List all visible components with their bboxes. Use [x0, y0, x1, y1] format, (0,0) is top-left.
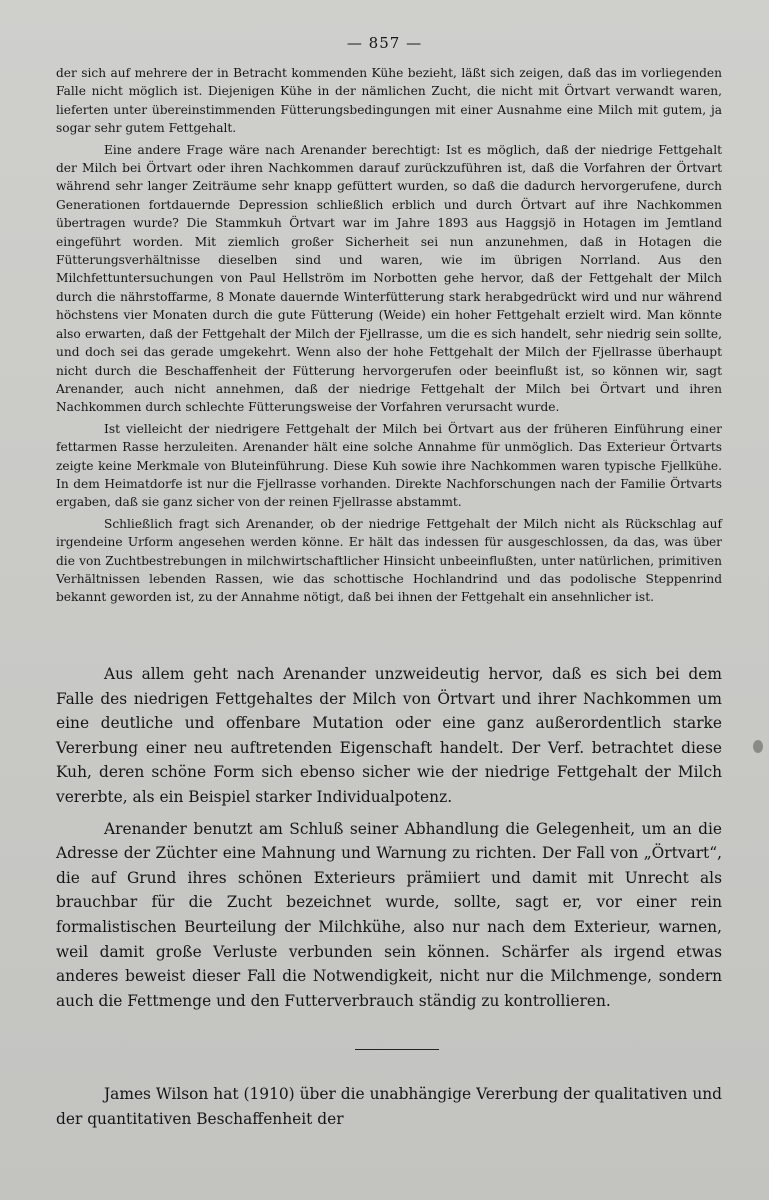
paragraph-1: der sich auf mehrere der in Betracht kommenden Kühe bezieht, läßt sich zeigen, daß das im vorliegenden Falle nicht möglich ist. Diejenigen Kühe in der nämlichen Zucht, die nicht mit Örtvart verwandt waren, lieferten unter übereinstimmenden Fütterungsbedingungen mit einer Ausnahme eine Milch mit gutem, ja sogar sehr gutem Fettgehalt.: [56, 66, 722, 136]
paragraph-5: Aus allem geht nach Arenander unzweideutig hervor, daß es sich bei dem Falle des niedrigen Fettgehaltes der Milch von Örtvart und ihrer Nachkommen um eine deutliche und offenbare Mutation oder eine ganz außerordentlich starke Vererbung einer neu auftretenden Eigenschaft handelt. Der Verf. betrachtet diese Kuh, deren schöne Form sich ebenso sicher wie der niedrige Fettgehalt der Milch vererbte, als ein Beispiel starker Individualpotenz.: [56, 665, 722, 806]
paragraph-4: Schließlich fragt sich Arenander, ob der niedrige Fettgehalt der Milch nicht als Rückschlag auf irgendeine Urform angesehen werden könne. Er hält das indessen für ausgeschlossen, da das, was über die von Zuchtbestrebungen in milchwirtschaftlicher Hinsicht unbeeinflußten, unter natürlichen, primitiven Verhältnissen lebenden Rassen, wie das schottische Hochlandrind und das podolische Steppenrind bekannt geworden ist, zu der Annahme nötigt, daß bei ihnen der Fettgehalt ein ansehnlicher ist.: [56, 516, 722, 605]
section-divider: [355, 1049, 439, 1050]
paragraph-7: James Wilson hat (1910) über die unabhängige Vererbung der qualitativen und der quantitativen Beschaffenheit der: [56, 1085, 722, 1128]
paragraph-3: Ist vielleicht der niedrigere Fettgehalt der Milch bei Örtvart aus der früheren Einführung einer fettarmen Rasse herzuleiten. Arenander hält eine solche Annahme für unmöglich. Das Exterieur Örtvarts zeigte keine Merkmale von Bluteinführung. Diese Kuh sowie ihre Nachkommen waren typische Fjellkühe. In dem Heimatdorfe ist nur die Fjellrasse vorhanden. Direkte Nachforschungen nach der Familie Örtvarts ergaben, daß sie ganz sicher von der reinen Fjellrasse abstammt.: [56, 421, 722, 510]
page-number: — 857 —: [346, 34, 423, 52]
page-mark: [753, 740, 763, 753]
large-print-section: [56, 662, 722, 1013]
paragraph-6: Arenander benutzt am Schluß seiner Abhandlung die Gelegenheit, um an die Adresse der Züchter eine Mahnung und Warnung zu richten. Der Fall von „Örtvart“, die auf Grund ihres schönen Exterieurs prämiiert und damit mit Unrecht als brauchbar für die Zucht bezeichnet wurde, sollte, sagt er, vor einer rein formalistischen Beurteilung der Milchkühe, also nur nach dem Exterieur, warnen, weil damit große Verluste verbunden sein können. Schärfer als irgend etwas anderes beweist dieser Fall die Notwendigkeit, nicht nur die Milchmenge, sondern auch die Fettmenge und den Futterverbrauch ständig zu kontrollieren.: [56, 819, 722, 1010]
small-print-section: [56, 64, 722, 610]
next-section: [56, 1082, 722, 1131]
paragraph-2: Eine andere Frage wäre nach Arenander berechtigt: Ist es möglich, daß der niedrige Fettgehalt der Milch bei Örtvart oder ihren Nachkommen darauf zurückzuführen ist, daß die Vorfahren der Örtvart während sehr langer Zeiträume sehr knapp gefüttert wurden, so daß die dadurch hervorgerufene, durch Generationen fortdauernde Depression schließlich erblich und durch Örtvart auf ihre Nachkommen übertragen wurde? Die Stammkuh Örtvart war im Jahre 1893 aus Haggsjö in Hotagen im Jemtland eingeführt worden. Mit ziemlich großer Sicherheit sei nun anzunehmen, daß in Hotagen die Fütterungsverhältnisse dieselben sind und waren, wie im übrigen Norrland. Aus den Milchfettuntersuchungen von Paul Hellström im Norbotten gehe hervor, daß der Fettgehalt der Milch durch die nährstoffarme, 8 Monate dauernde Winterfütterung stark herabgedrückt wird und nur während höchstens vier Monaten durch die gute Fütterung (Weide) ein hoher Fettgehalt erzielt wird. Man könnte also erwarten, daß der Fettgehalt der Milch der Fjellrasse, um die es sich handelt, sehr niedrig sein sollte, und doch sei das gerade umgekehrt. Wenn also der hohe Fettgehalt der Milch der Fjellrasse überhaupt nicht durch die Beschaffenheit der Fütterung hervorgerufen oder beeinflußt ist, so können wir, sagt Arenander, auch nicht annehmen, daß der niedrige Fettgehalt der Milch bei Örtvart und ihren Nachkommen durch schlechte Fütterungsweise der Vorfahren verursacht wurde.: [56, 142, 722, 415]
